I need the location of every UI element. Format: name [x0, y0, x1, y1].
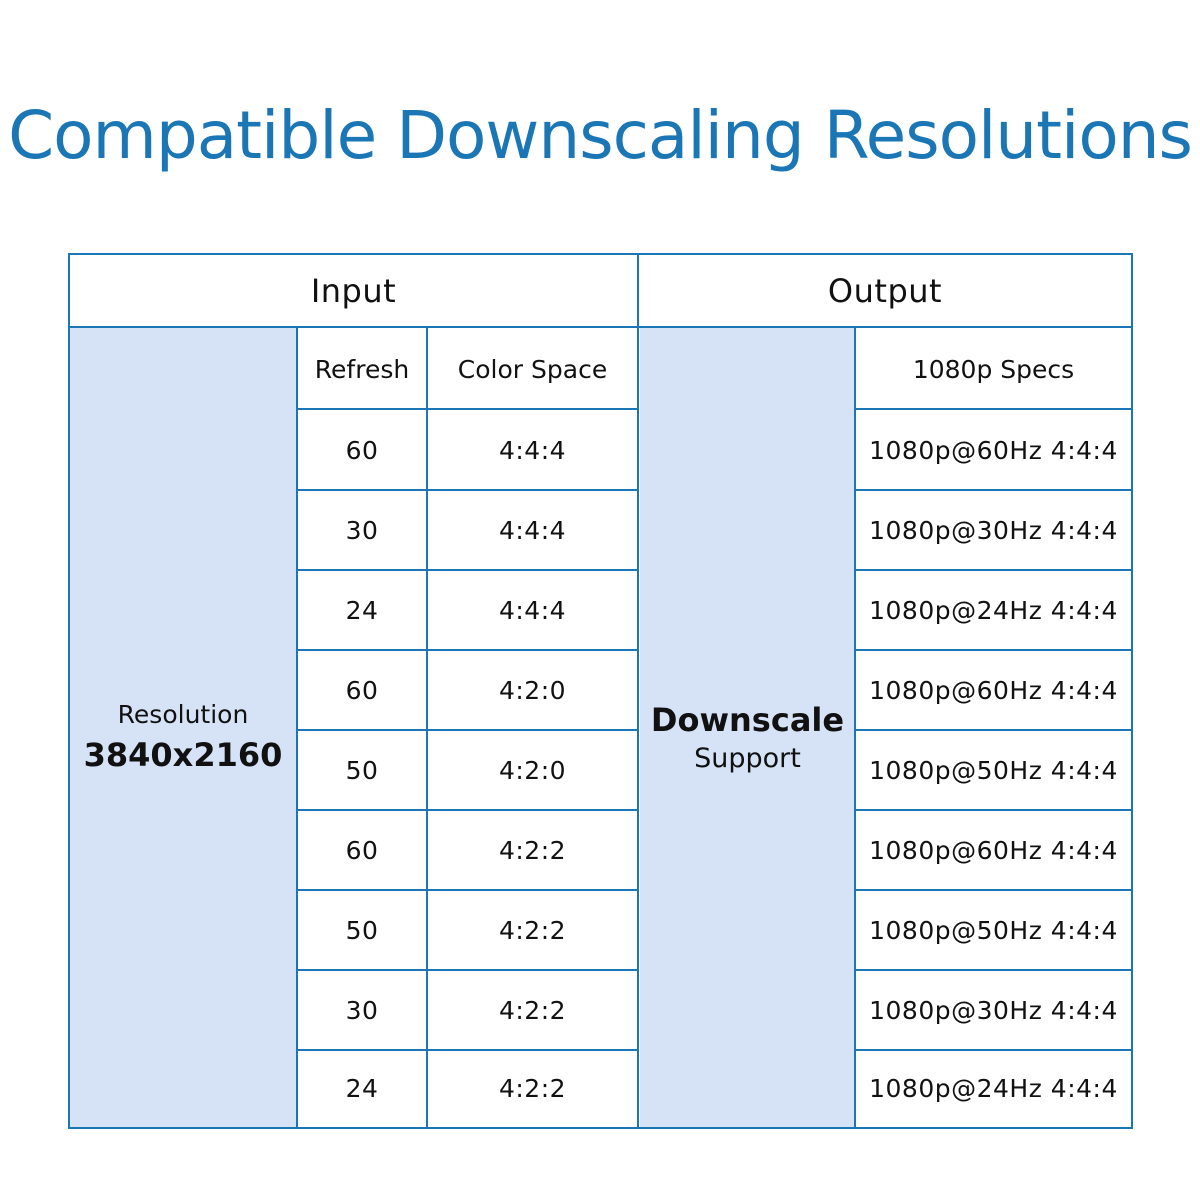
output-spec-cell: 1080p@60Hz 4:4:4 [869, 835, 1118, 865]
color-space-cell: 4:2:2 [498, 915, 567, 945]
refresh-cell: 30 [345, 995, 379, 1025]
resolution-label: Resolution [117, 699, 249, 729]
page-title: Compatible Downscaling Resolutions [8, 97, 1192, 174]
refresh-cell: 24 [345, 595, 379, 625]
output-spec-cell: 1080p@50Hz 4:4:4 [869, 755, 1118, 785]
color-space-cell: 4:2:2 [498, 995, 567, 1025]
refresh-cell: 24 [345, 1074, 379, 1103]
color-space-cell: 4:4:4 [498, 515, 567, 545]
output-spec-cell: 1080p@50Hz 4:4:4 [869, 915, 1118, 945]
specs-header: 1080p Specs [912, 354, 1075, 384]
downscale-cell [640, 328, 855, 1127]
refresh-cell: 50 [345, 915, 379, 945]
output-spec-cell: 1080p@60Hz 4:4:4 [869, 435, 1118, 465]
output-spec-cell: 1080p@30Hz 4:4:4 [869, 995, 1118, 1025]
color-space-cell: 4:2:2 [498, 835, 567, 865]
refresh-cell: 30 [345, 515, 379, 545]
color-space-header: Color Space [457, 354, 608, 384]
refresh-cell: 60 [345, 435, 379, 465]
color-space-cell: 4:2:0 [498, 675, 567, 705]
refresh-header: Refresh [314, 354, 410, 384]
color-space-cell: 4:4:4 [498, 435, 567, 465]
output-spec-cell: 1080p@60Hz 4:4:4 [869, 675, 1118, 705]
color-space-cell: 4:2:0 [498, 755, 567, 785]
color-space-cell: 4:2:2 [498, 1074, 567, 1103]
output-spec-cell: 1080p@24Hz 4:4:4 [869, 1074, 1118, 1103]
input-header: Input [310, 271, 397, 310]
resolution-cell [70, 328, 296, 1127]
downscaling-table [68, 253, 1133, 1129]
output-spec-cell: 1080p@24Hz 4:4:4 [869, 595, 1118, 625]
support-label: Support [694, 742, 801, 774]
resolution-value: 3840x2160 [83, 735, 283, 774]
refresh-cell: 50 [345, 755, 379, 785]
output-spec-cell: 1080p@30Hz 4:4:4 [869, 515, 1118, 545]
refresh-cell: 60 [345, 675, 379, 705]
color-space-cell: 4:4:4 [498, 595, 567, 625]
downscale-label: Downscale [650, 700, 845, 739]
divider-input-output [637, 255, 639, 1127]
refresh-cell: 60 [345, 835, 379, 865]
output-header: Output [827, 271, 943, 310]
